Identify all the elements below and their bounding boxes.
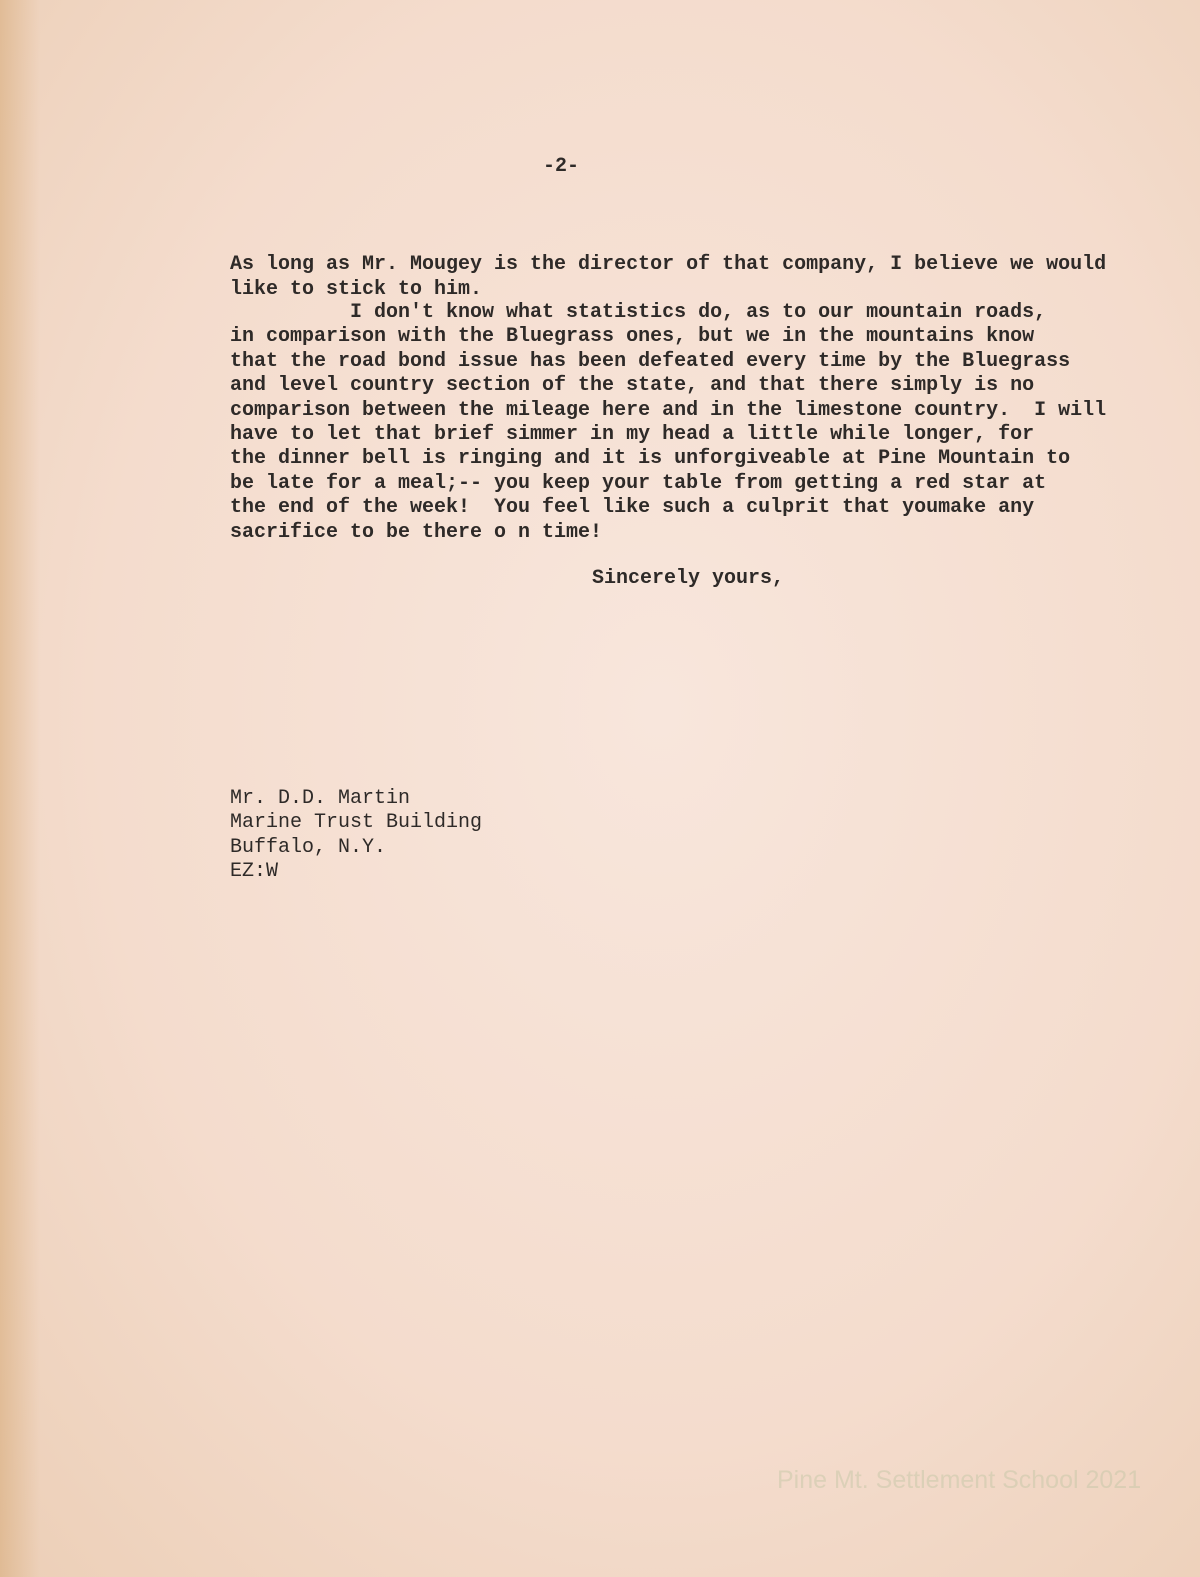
closing: Sincerely yours,	[592, 567, 785, 590]
watermark: Pine Mt. Settlement School 2021	[777, 1466, 1142, 1494]
paragraph-1	[230, 229, 1106, 302]
address-line: Buffalo, N.Y.	[230, 835, 387, 859]
text-line: the dinner bell is ringing and it is unforgiveable at Pine Mountain to	[230, 447, 1071, 471]
reference-initials: EZ:W	[230, 860, 279, 884]
text-line: like to stick to him.	[230, 277, 483, 301]
text-line: be late for a meal;-- you keep your table from getting a red star at	[230, 471, 1047, 495]
text-line: sacrifice to be there o n time!	[230, 520, 603, 544]
text-line: that the road bond issue has been defeated every time by the Bluegrass	[230, 349, 1071, 373]
text-line: have to let that brief simmer in my head a little while longer, for	[230, 423, 1035, 447]
text-line: As long as Mr. Mougey is the director of that company, I believe we would	[230, 253, 1107, 277]
text-line: and level country section of the state, and that there simply is no	[230, 374, 1035, 398]
page-number: -2-	[543, 155, 580, 178]
text-line: in comparison with the Bluegrass ones, but we in the mountains know	[230, 325, 1035, 349]
paper-edge-stain	[0, 0, 40, 1577]
text-line: I don't know what statistics do, as to our mountain roads,	[230, 301, 1047, 324]
address-line: Marine Trust Building	[230, 811, 483, 835]
address-line: Mr. D.D. Martin	[230, 787, 411, 810]
paragraph-2	[230, 301, 1106, 545]
text-line: comparison between the mileage here and in the limestone country. I will	[230, 398, 1107, 422]
text-line: the end of the week! You feel like such a culprit that youmake any	[230, 496, 1035, 520]
recipient-address	[230, 787, 482, 885]
